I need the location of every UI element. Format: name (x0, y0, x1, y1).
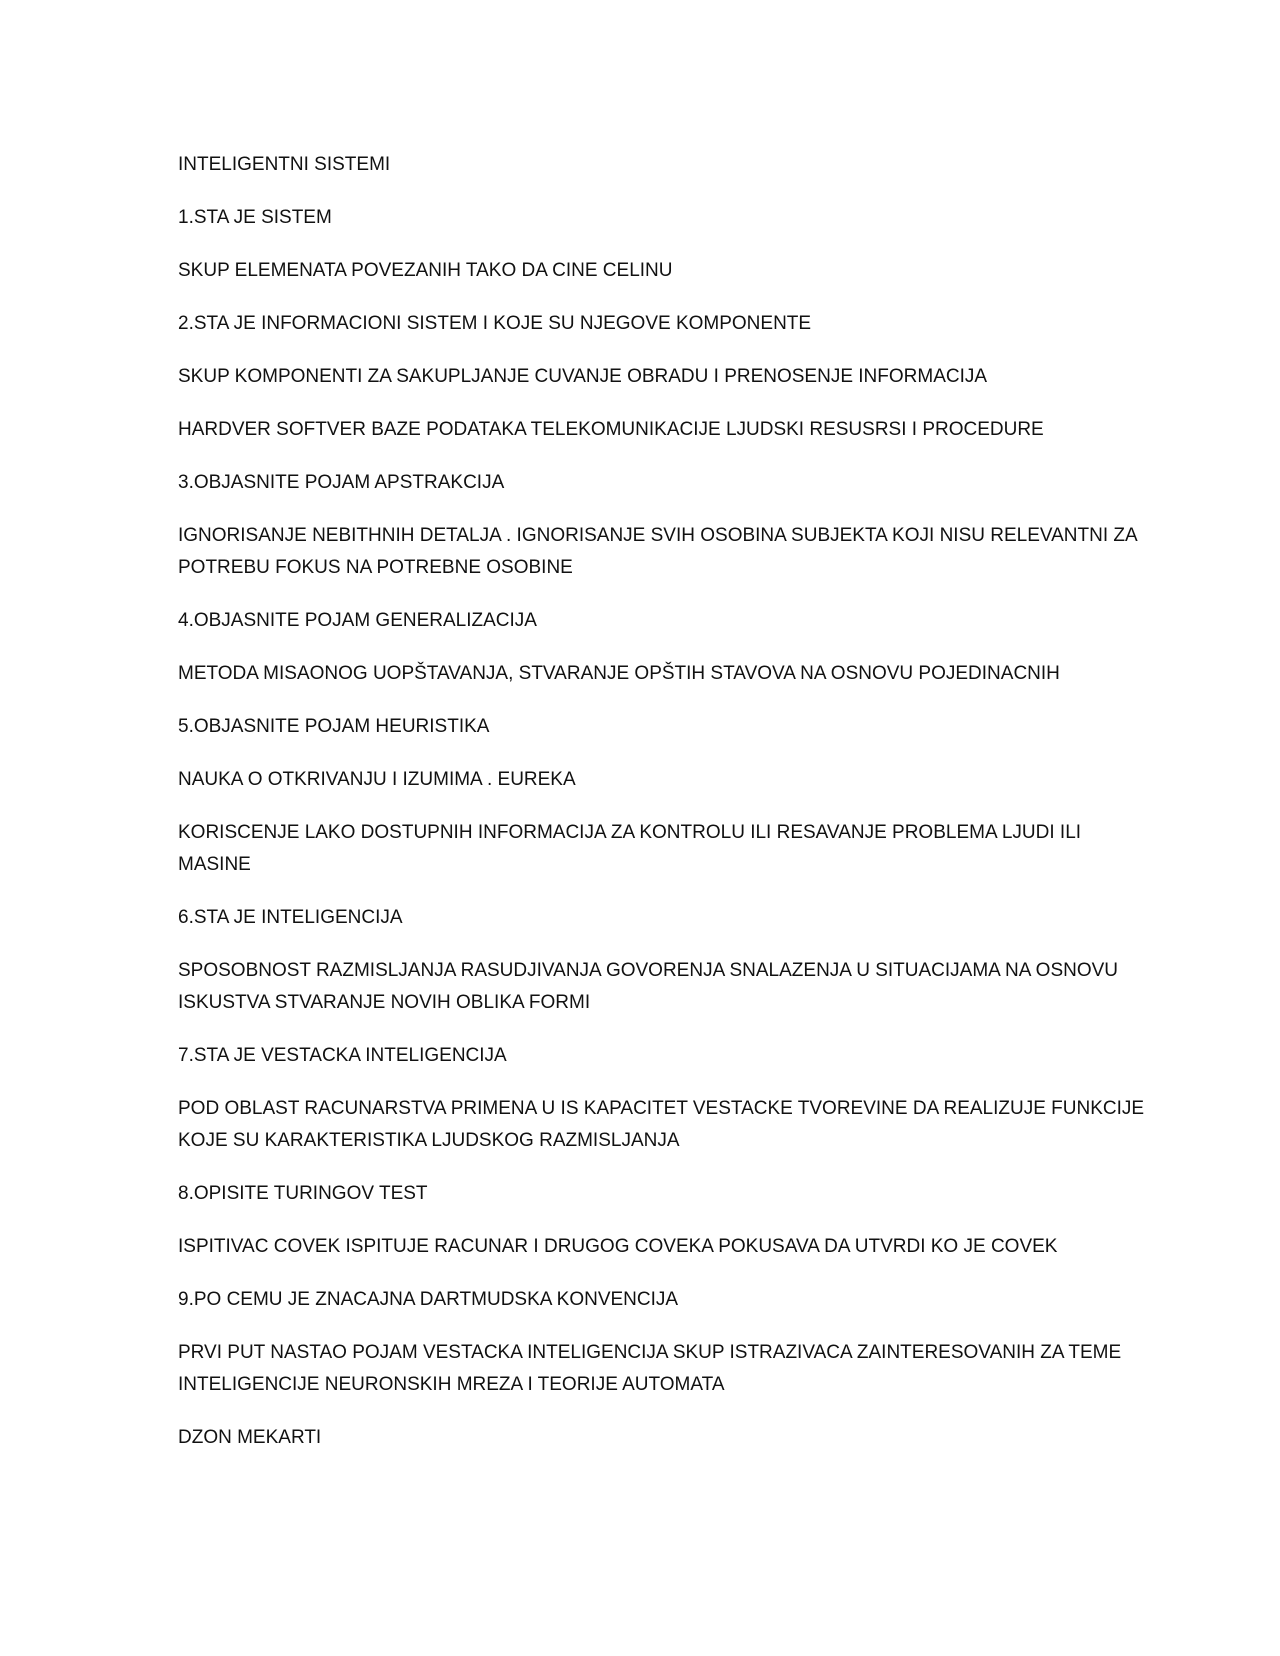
answer-1: SKUP ELEMENATA POVEZANIH TAKO DA CINE CELINU (178, 260, 673, 281)
answer-7: POD OBLAST RACUNARSTVA PRIMENA U IS KAPACITET VESTACKE TVOREVINE DA REALIZUJE FUNKCIJE KOJE SU KARAKTERISTIKA LJUDSKOG RAZMISLJANJA (178, 1098, 1145, 1151)
question-3: 3.OBJASNITE POJAM APSTRAKCIJA (178, 472, 505, 493)
answer-2-components: HARDVER SOFTVER BAZE PODATAKA TELEKOMUNIKACIJE LJUDSKI RESUSRSI I PROCEDURE (178, 419, 1044, 440)
answer-2-definition: SKUP KOMPONENTI ZA SAKUPLJANJE CUVANJE OBRADU I PRENOSENJE INFORMACIJA (178, 366, 988, 387)
question-8: 8.OPISITE TURINGOV TEST (178, 1183, 428, 1204)
question-1: 1.STA JE SISTEM (178, 207, 332, 228)
answer-9: PRVI PUT NASTAO POJAM VESTACKA INTELIGENCIJA SKUP ISTRAZIVACA ZAINTERESOVANIH ZA TEME INTELIGENCIJE NEURONSKIH MREZA I TEORIJE AUTOMATA (178, 1342, 1122, 1395)
answer-5-usage: KORISCENJE LAKO DOSTUPNIH INFORMACIJA ZA KONTROLU ILI RESAVANJE PROBLEMA LJUDI ILI MASINE (178, 822, 1082, 875)
answer-8: ISPITIVAC COVEK ISPITUJE RACUNAR I DRUGOG COVEKA POKUSAVA DA UTVRDI KO JE COVEK (178, 1236, 1058, 1257)
answer-4: METODA MISAONOG UOPŠTAVANJA, STVARANJE OPŠTIH STAVOVA NA OSNOVU POJEDINACNIH (178, 663, 1060, 684)
question-6: 6.STA JE INTELIGENCIJA (178, 907, 403, 928)
question-7: 7.STA JE VESTACKA INTELIGENCIJA (178, 1045, 507, 1066)
question-5: 5.OBJASNITE POJAM HEURISTIKA (178, 716, 490, 737)
question-9: 9.PO CEMU JE ZNACAJNA DARTMUDSKA KONVENCIJA (178, 1289, 679, 1310)
answer-5-definition: NAUKA O OTKRIVANJU I IZUMIMA . EUREKA (178, 769, 576, 790)
question-2: 2.STA JE INFORMACIONI SISTEM I KOJE SU NJEGOVE KOMPONENTE (178, 313, 812, 334)
document-body (178, 149, 1158, 1475)
answer-9-person: DZON MEKARTI (178, 1427, 322, 1448)
document-title: INTELIGENTNI SISTEMI (178, 154, 391, 175)
answer-6: SPOSOBNOST RAZMISLJANJA RASUDJIVANJA GOVORENJA SNALAZENJA U SITUACIJAMA NA OSNOVU ISKUSTVA STVARANJE NOVIH OBLIKA FORMI (178, 960, 1119, 1013)
question-4: 4.OBJASNITE POJAM GENERALIZACIJA (178, 610, 537, 631)
answer-3: IGNORISANJE NEBITHNIH DETALJA . IGNORISANJE SVIH OSOBINA SUBJEKTA KOJI NISU RELEVANTNI ZA POTREBU FOKUS NA POTREBNE OSOBINE (178, 525, 1137, 578)
